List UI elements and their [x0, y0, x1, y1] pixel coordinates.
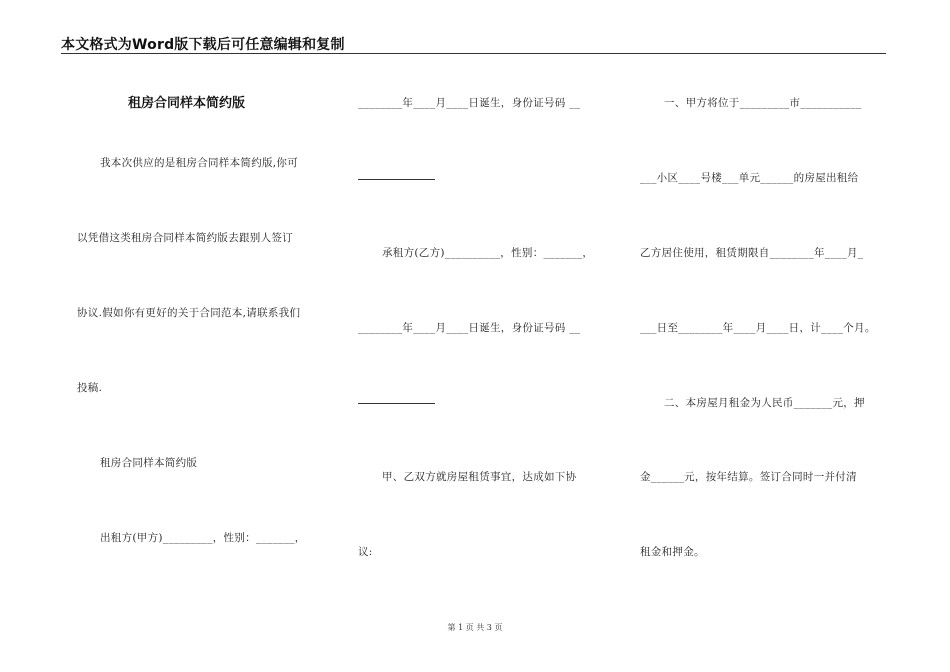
- section-heading: 租房合同样本简约版: [100, 457, 198, 469]
- paragraph-line: 我本次供应的是租房合同样本简约版,你可: [100, 157, 299, 169]
- lessee-line: 承租方(乙方)__________，性别：_______，: [382, 247, 594, 259]
- paragraph-line: 以凭借这类租房合同样本简约版去跟别人签订: [77, 232, 293, 244]
- lessor-line: 出租方(甲方)_________，性别：_______，: [100, 532, 306, 544]
- page-number: 第 1 页 共 3 页: [447, 623, 503, 632]
- id-number-blank: [358, 403, 435, 404]
- id-number-blank: [358, 179, 435, 180]
- clause-2-line: 二、本房屋月租金为人民币_______元，押: [664, 397, 865, 409]
- clause-1-line: ___日至________年____月____日，计____个月。: [640, 322, 876, 334]
- agreement-intro-line: 甲、乙双方就房屋租赁事宜，达成如下协: [382, 471, 577, 483]
- lessee-birth-id-line: ________年____月____日诞生，身份证号码 __: [358, 322, 581, 334]
- paragraph-line: 投稿.: [77, 382, 103, 394]
- clause-2-line: 租金和押金。: [640, 546, 705, 558]
- agreement-intro-line: 议:: [358, 546, 373, 558]
- lessor-birth-id-line: ________年____月____日诞生，身份证号码 __: [358, 97, 581, 109]
- header-divider: [61, 53, 886, 54]
- paragraph-line: 协议.假如你有更好的关于合同范本,请联系我们: [77, 307, 301, 319]
- clause-1-line: ___小区____号楼___单元______的房屋出租给: [640, 172, 859, 184]
- clause-1-line: 乙方居住使用，租赁期限自________年____月_: [640, 247, 864, 259]
- clause-2-line: 金______元，按年结算。签订合同时一并付清: [640, 471, 857, 483]
- document-header: 本文格式为Word版下载后可任意编辑和复制: [61, 37, 345, 53]
- document-title: 租房合同样本简约版: [128, 96, 246, 111]
- clause-1-line: 一、甲方将位于_________市___________: [664, 97, 862, 109]
